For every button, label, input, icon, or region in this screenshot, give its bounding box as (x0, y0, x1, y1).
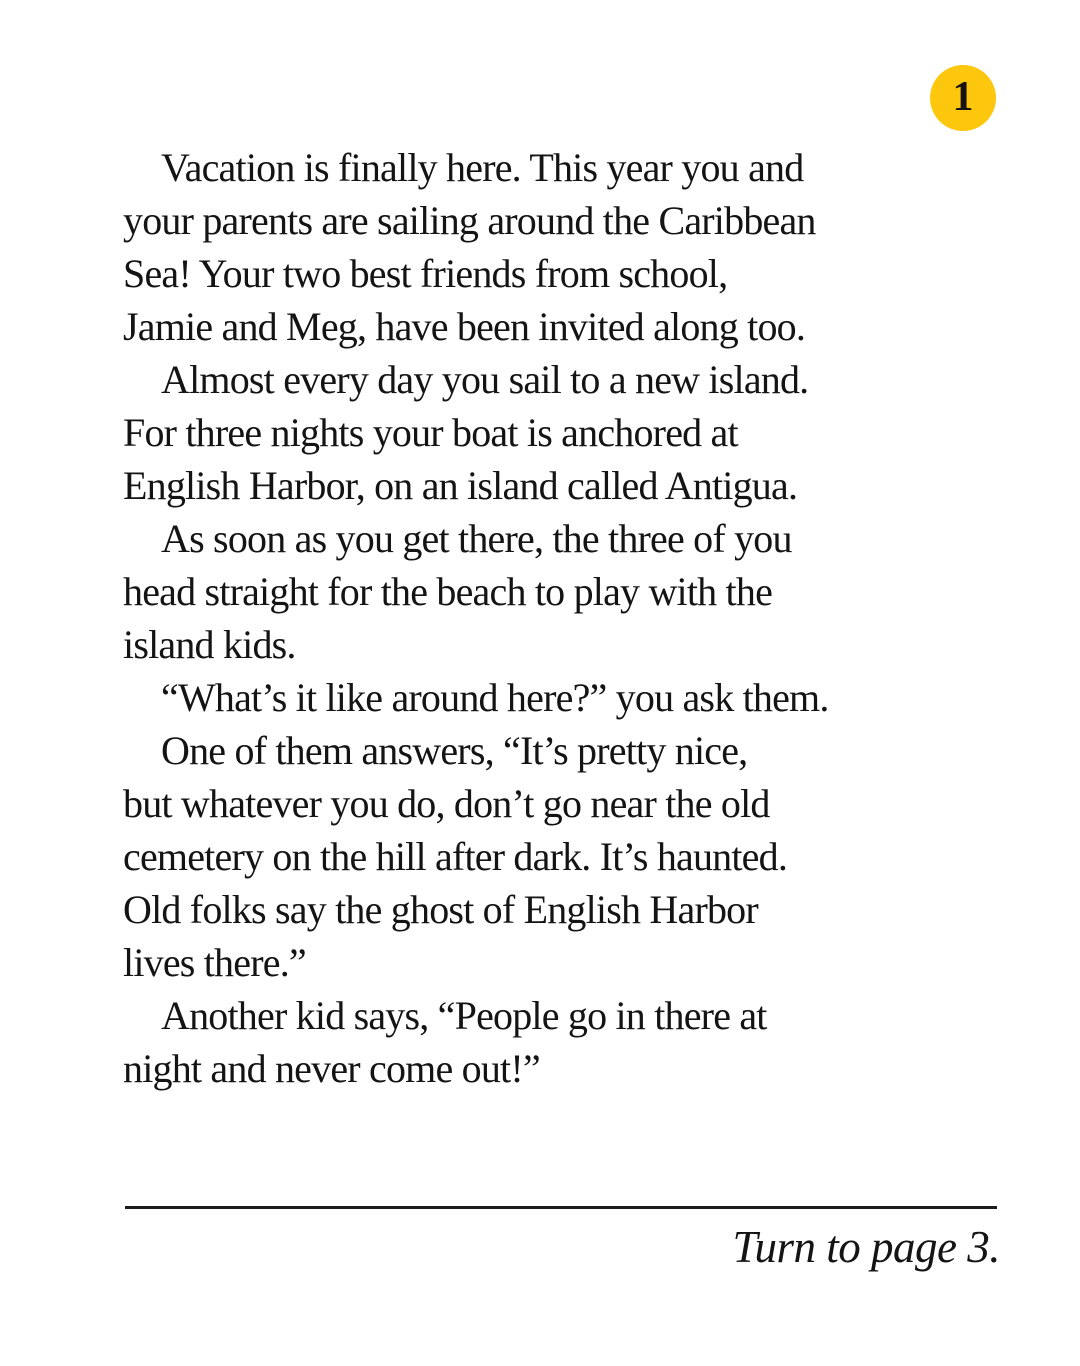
story-paragraph (123, 353, 1003, 512)
page-number-badge (930, 65, 996, 131)
story-line: cemetery on the hill after dark. It’s haunted. (123, 834, 788, 879)
story-text (123, 141, 1003, 1095)
story-line: Another kid says, “People go in there at (161, 993, 767, 1038)
story-paragraph (123, 141, 1003, 353)
story-paragraph (123, 671, 1003, 724)
story-line: English Harbor, on an island called Antigua. (123, 463, 798, 508)
story-line: As soon as you get there, the three of you (161, 516, 792, 561)
story-line: Vacation is finally here. This year you and (161, 145, 804, 190)
page-number: 1 (952, 74, 974, 120)
story-line: For three nights your boat is anchored at (123, 410, 738, 455)
story-line: Sea! Your two best friends from school, (123, 251, 728, 296)
story-line: “What’s it like around here?” you ask them. (161, 675, 829, 720)
story-line: your parents are sailing around the Caribbean (123, 198, 816, 243)
story-line: lives there.” (123, 940, 306, 985)
turn-to-page-instruction: Turn to page 3. (732, 1222, 1000, 1272)
story-line: One of them answers, “It’s pretty nice, (161, 728, 748, 773)
footer-divider (125, 1206, 997, 1209)
story-paragraph (123, 512, 1003, 671)
story-line: Jamie and Meg, have been invited along too. (123, 304, 806, 349)
story-paragraph (123, 724, 1003, 989)
story-line: Old folks say the ghost of English Harbor (123, 887, 758, 932)
story-line: night and never come out!” (123, 1046, 540, 1091)
story-line: island kids. (123, 622, 296, 667)
story-paragraph (123, 989, 1003, 1095)
story-line: Almost every day you sail to a new island. (161, 357, 809, 402)
story-line: but whatever you do, don’t go near the old (123, 781, 770, 826)
story-line: head straight for the beach to play with the (123, 569, 773, 614)
